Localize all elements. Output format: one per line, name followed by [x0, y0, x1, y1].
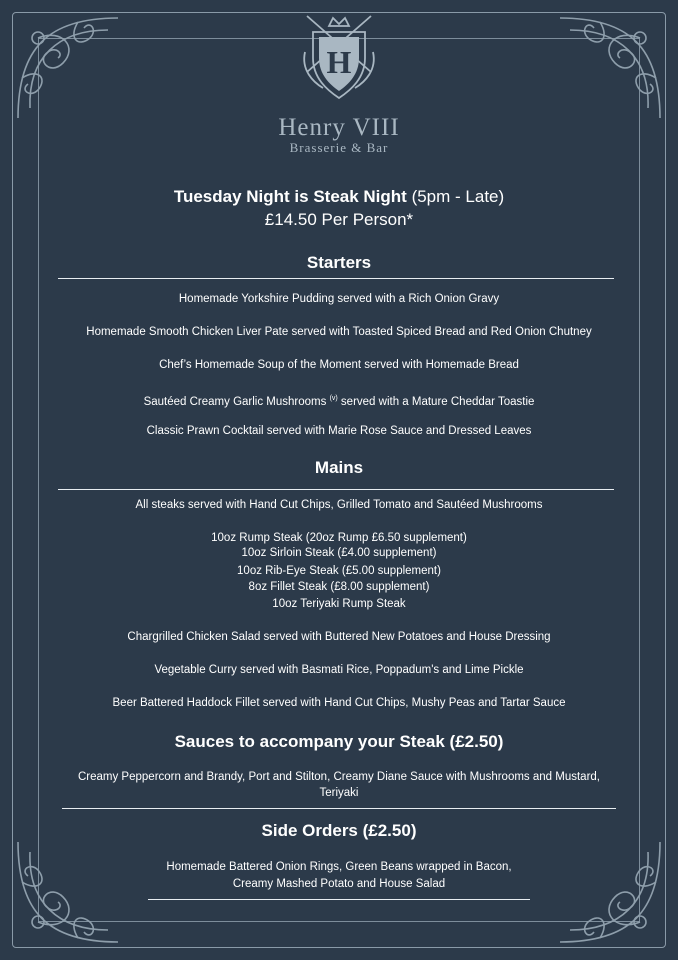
main-item: Beer Battered Haddock Fillet served with Hand Cut Chips, Mushy Peas and Tartar Sauce: [112, 697, 566, 709]
mushroom-serving: served with a Mature Cheddar Toastie: [337, 395, 535, 408]
starters-rule: [58, 278, 614, 279]
steak-item: 10oz Rib-Eye Steak (£5.00 supplement): [237, 565, 441, 577]
mushroom-name: Sautéed Creamy Garlic Mushrooms: [143, 395, 330, 408]
starter-item-mushrooms: [40, 391, 638, 410]
corner-flourish-bottom-right: [550, 832, 670, 952]
sauces-line: Creamy Peppercorn and Brandy, Port and Stilton, Creamy Diane Sauce with Mushrooms and Mustard,: [77, 771, 600, 783]
sides-line: Creamy Mashed Potato and House Salad: [232, 878, 446, 890]
mains-rule: [58, 489, 614, 490]
restaurant-subtitle: Brasserie & Bar: [289, 140, 389, 155]
promo-headline-time: (5pm - Late): [406, 187, 505, 206]
main-item: Vegetable Curry served with Basmati Rice, Poppadum's and Lime Pickle: [154, 664, 524, 676]
mains-intro: All steaks served with Hand Cut Chips, Grilled Tomato and Sautéed Mushrooms: [135, 499, 543, 511]
sides-line: Homemade Battered Onion Rings, Green Beans wrapped in Bacon,: [166, 861, 512, 873]
steak-item: 10oz Rump Steak (20oz Rump £6.50 supplement): [211, 532, 467, 544]
sides-rule: [148, 899, 530, 900]
sides-title: Side Orders (£2.50): [261, 821, 417, 840]
corner-flourish-top-left: [8, 8, 128, 128]
corner-flourish-top-right: [550, 8, 670, 128]
starter-item: Homemade Yorkshire Pudding served with a Rich Onion Gravy: [178, 293, 500, 305]
starter-item: Chef’s Homemade Soup of the Moment served with Homemade Bread: [159, 359, 519, 371]
main-item: Chargrilled Chicken Salad served with Buttered New Potatoes and House Dressing: [127, 631, 551, 643]
starter-item: Classic Prawn Cocktail served with Marie Rose Sauce and Dressed Leaves: [146, 425, 532, 437]
crest-letter: H: [326, 44, 352, 80]
corner-flourish-bottom-left: [8, 832, 128, 952]
sauces-line: Teriyaki: [319, 787, 359, 799]
crest-logo: [299, 12, 379, 104]
steak-item: 10oz Sirloin Steak (£4.00 supplement): [241, 547, 437, 559]
vegetarian-mark: (v): [329, 395, 338, 402]
promo-price: £14.50 Per Person*: [264, 210, 414, 229]
steak-item: 10oz Teriyaki Rump Steak: [272, 598, 406, 610]
starter-item: Homemade Smooth Chicken Liver Pate served with Toasted Spiced Bread and Red Onion Chutney: [86, 326, 592, 338]
sauces-rule: [62, 808, 616, 809]
starters-title: Starters: [306, 253, 372, 272]
steak-item: 8oz Fillet Steak (£8.00 supplement): [248, 581, 430, 593]
restaurant-name: Henry VIII: [278, 114, 400, 141]
sauces-title: Sauces to accompany your Steak (£2.50): [174, 732, 504, 751]
mains-title: Mains: [314, 458, 364, 477]
promo-headline: [40, 187, 638, 207]
promo-headline-bold: Tuesday Night is Steak Night: [173, 187, 407, 206]
